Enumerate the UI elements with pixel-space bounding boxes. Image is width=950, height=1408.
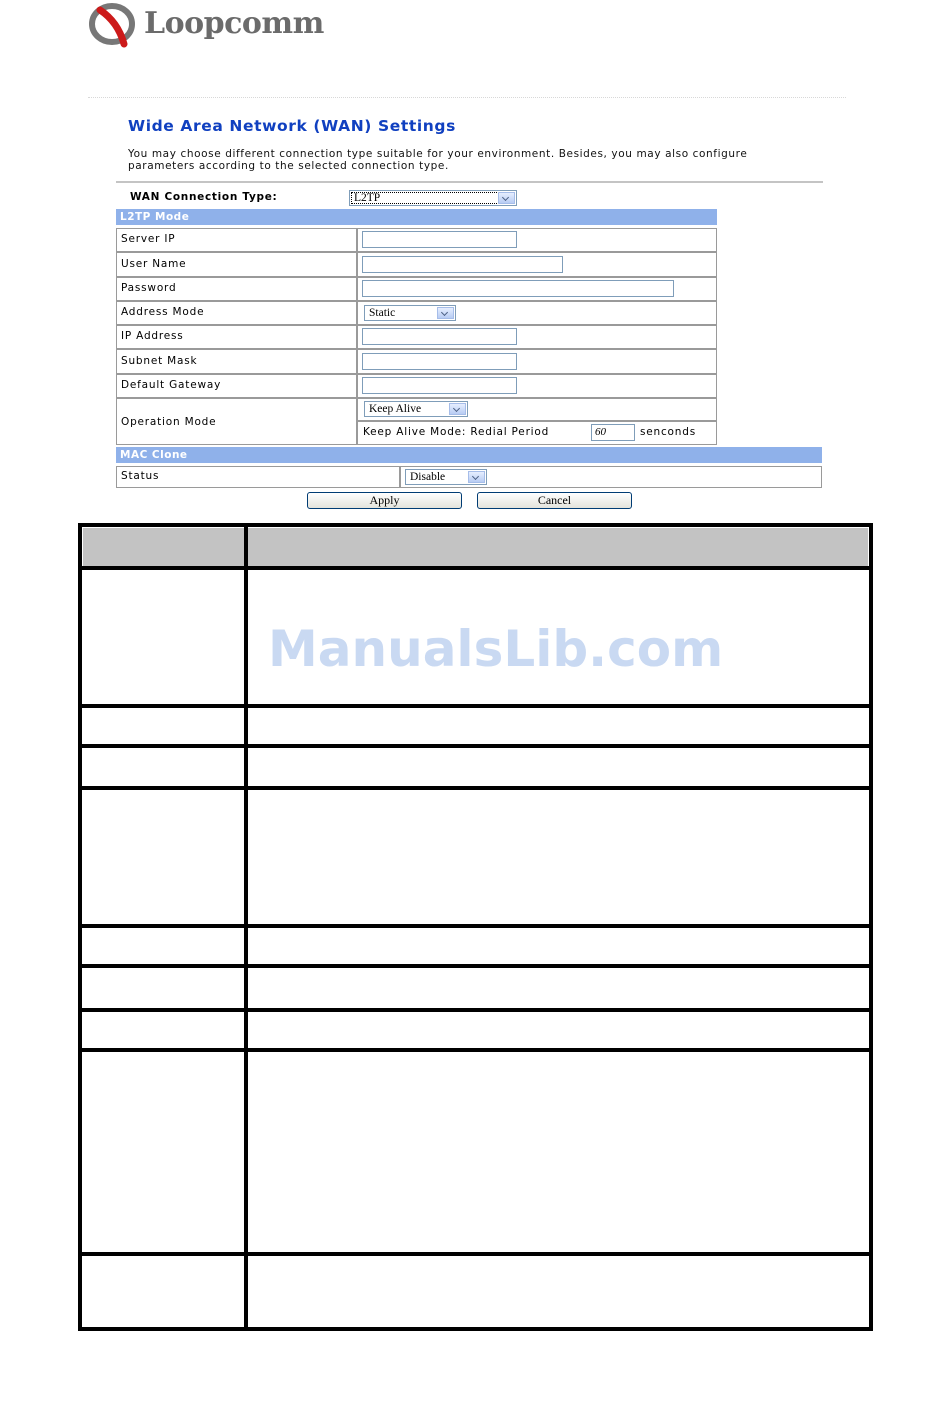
- subnet-mask-input[interactable]: [362, 353, 517, 370]
- cancel-button[interactable]: Cancel: [477, 492, 632, 509]
- user-name-label: User Name: [121, 258, 187, 270]
- table-row-divider: [78, 1008, 873, 1012]
- page-description: You may choose different connection type suitable for your environment. Besides, you may also configure parameters according to the selected connection type.: [128, 148, 748, 172]
- loopcomm-logo-icon: [88, 2, 140, 48]
- table-row-divider: [78, 744, 873, 748]
- address-mode-value: Static: [369, 307, 396, 319]
- watermark: ManualsLib.com: [268, 620, 724, 678]
- operation-mode-select[interactable]: [364, 401, 468, 417]
- user-name-input[interactable]: [362, 256, 563, 273]
- table-row-divider: [78, 1252, 873, 1256]
- chevron-down-icon[interactable]: [468, 471, 485, 483]
- default-gateway-input[interactable]: [362, 377, 517, 394]
- mac-clone-status-select[interactable]: [405, 469, 487, 485]
- default-gateway-label: Default Gateway: [121, 379, 222, 391]
- table-row-divider: [78, 786, 873, 790]
- redial-period-input[interactable]: 60: [591, 424, 635, 441]
- address-mode-select[interactable]: [364, 305, 456, 321]
- ip-address-label: IP Address: [121, 330, 184, 342]
- mac-clone-header: MAC Clone: [116, 447, 822, 463]
- redial-period-unit: senconds: [640, 426, 696, 438]
- operation-mode-value: Keep Alive: [369, 403, 422, 415]
- table-row-divider: [78, 566, 873, 570]
- divider: [88, 97, 846, 98]
- divider: [116, 181, 823, 183]
- password-label: Password: [121, 282, 177, 294]
- chevron-down-icon[interactable]: [498, 192, 515, 204]
- apply-button[interactable]: Apply: [307, 492, 462, 509]
- redial-period-label: Keep Alive Mode: Redial Period: [363, 426, 550, 438]
- mac-clone-status-value: Disable: [410, 471, 446, 483]
- chevron-down-icon[interactable]: [437, 307, 454, 319]
- wan-connection-type-value: L2TP: [354, 192, 381, 204]
- server-ip-input[interactable]: [362, 231, 517, 248]
- logo-text: Loopcomm: [144, 6, 324, 41]
- table-row-divider: [78, 704, 873, 708]
- table-row-divider: [78, 924, 873, 928]
- chevron-down-icon[interactable]: [449, 403, 466, 415]
- operation-mode-label: Operation Mode: [121, 416, 217, 428]
- ip-address-input[interactable]: [362, 328, 517, 345]
- address-mode-label: Address Mode: [121, 306, 205, 318]
- mac-clone-status-label: Status: [121, 470, 160, 482]
- table-column-divider: [244, 523, 248, 1331]
- password-input[interactable]: [362, 280, 674, 297]
- subnet-mask-label: Subnet Mask: [121, 355, 198, 367]
- logo: [88, 2, 328, 48]
- description-table-header: [83, 528, 868, 566]
- table-row-divider: [78, 964, 873, 968]
- table-row-divider: [78, 1048, 873, 1052]
- server-ip-label: Server IP: [121, 233, 176, 245]
- wan-connection-type-select[interactable]: [349, 190, 517, 206]
- l2tp-mode-header: L2TP Mode: [116, 209, 717, 225]
- wan-connection-type-label: WAN Connection Type:: [130, 191, 278, 203]
- page-title: Wide Area Network (WAN) Settings: [128, 117, 456, 135]
